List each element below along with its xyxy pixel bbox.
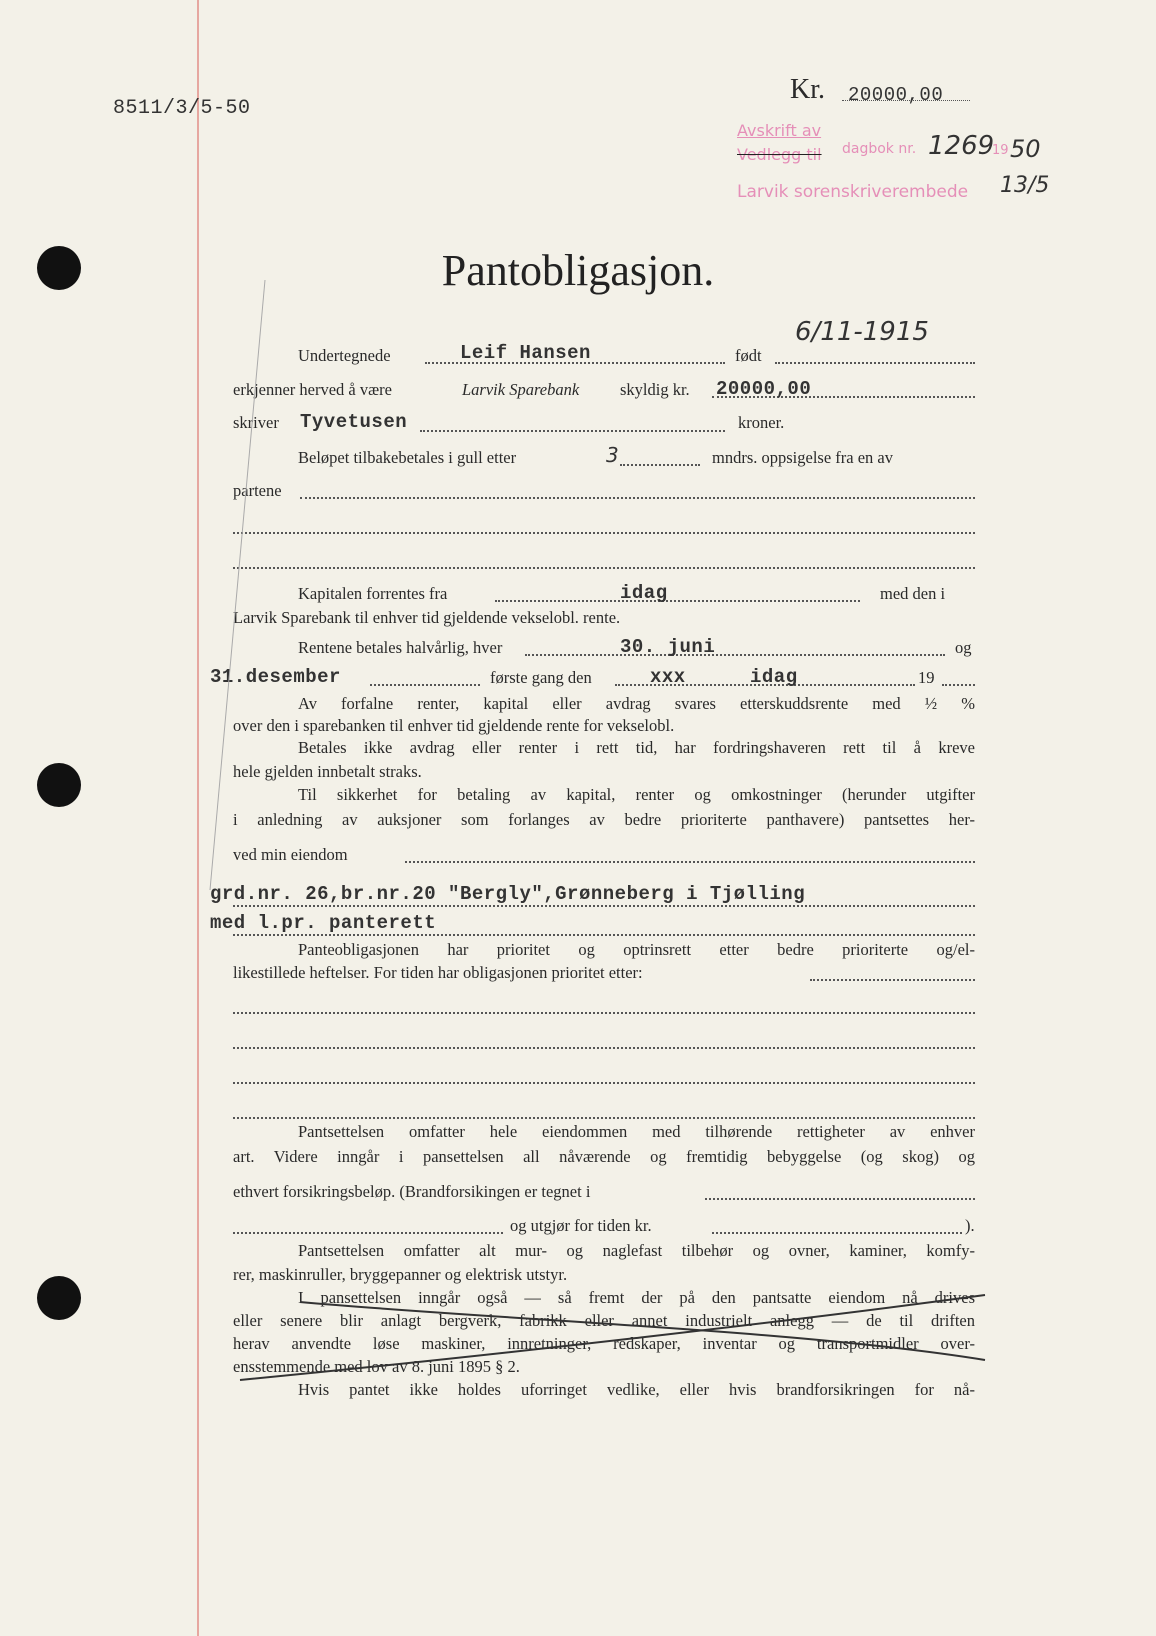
label-fodt: født — [735, 346, 762, 365]
stamp-office: Larvik sorenskriverembede — [737, 182, 969, 202]
line-larvik-rente: Larvik Sparebank til enhver tid gjeldende vekselobl. rente. — [233, 608, 621, 627]
line-over-den: over den i sparebanken til enhver tid gjeldende rente for vekselobl. — [233, 716, 675, 735]
label-partene: partene — [233, 481, 282, 500]
reference-number: 8511/3/5-50 — [113, 97, 251, 120]
line-pantsettelsen-4: og utgjør for tiden kr. — [510, 1216, 652, 1235]
line-industri-1: I pansettelsen inngår også — så fremt der på den pantsatte eiendom nå drives — [298, 1288, 975, 1307]
line-til-sikkerhet: Til sikkerhet for betaling av kapital, renter og omkostninger (herunder utgifter — [298, 785, 975, 804]
field-amount: 20000,00 — [716, 378, 812, 400]
line-av-forfalne: Av forfalne renter, kapital eller avdrag svares etterskuddsrente med ½ % — [298, 694, 975, 713]
field-birth-date: 6/11-1915 — [795, 317, 929, 347]
field-notice-months: 3 — [606, 443, 619, 467]
field-interest-date1: 30. juni — [620, 636, 716, 658]
stamp-avskrift: Avskrift av — [737, 121, 822, 140]
line-industri-3: herav anvendte løse maskiner, innretninger, redskaper, inventar og transportmidler over- — [233, 1334, 975, 1353]
field-interest-from: idag — [620, 582, 668, 604]
label-rentene: Rentene betales halvårlig, hver — [298, 638, 503, 657]
dagbok-number: 1269 — [928, 131, 995, 161]
line-hele-gjelden: hele gjelden innbetalt straks. — [233, 762, 422, 781]
line-pantsettelsen-1: Pantsettelsen omfatter hele eiendommen med tilhørende rettigheter av enhver — [298, 1122, 975, 1141]
stamp-dagbok-label: dagbok nr. — [842, 141, 917, 157]
line-likestillede: likestillede heftelser. For tiden har obligasjonen prioritet etter: — [233, 963, 643, 982]
line-mur-2: rer, maskinruller, bryggepanner og elektrisk utstyr. — [233, 1265, 568, 1284]
field-interest-date2: 31.desember — [210, 666, 341, 688]
amount-value: 20000,00 — [848, 84, 944, 106]
label-skriver: skriver — [233, 413, 279, 432]
line-mur-1: Pantsettelsen omfatter alt mur- og naglefast tilbehør og ovner, kaminer, komfy- — [298, 1241, 975, 1260]
label-kroner: kroner. — [738, 413, 785, 432]
field-first-time: xxx — [650, 666, 686, 688]
label-skyldig: skyldig kr. — [620, 380, 690, 399]
line-pantsettelsen-4-end: ). — [965, 1216, 975, 1235]
label-mndrs: mndrs. oppsigelse fra en av — [712, 448, 893, 467]
field-property: grd.nr. 26,br.nr.20 "Bergly",Grønneberg i Tjølling — [210, 883, 806, 905]
line-pantsettelsen-3: ethvert forsikringsbeløp. (Brandforsikingen er tegnet i — [233, 1182, 591, 1201]
line-betales-ikke: Betales ikke avdrag eller renter i rett tid, har fordringshaveren rett til å kreve — [298, 738, 975, 757]
label-og: og — [955, 638, 972, 657]
label-19: 19 — [918, 668, 935, 687]
line-i-anledning: i anledning av auksjoner som forlanges av bedre prioriterte panthavere) pantsettes her- — [233, 810, 975, 829]
field-priority: med l.pr. panterett — [210, 912, 437, 934]
label-forste-gang: første gang den — [490, 668, 592, 687]
line-hvis-pantet: Hvis pantet ikke holdes uforringet vedlike, eller hvis brandforsikringen for nå- — [298, 1380, 975, 1399]
field-creditor: Larvik Sparebank — [462, 380, 580, 399]
line-industri-2: eller senere blir anlagt bergverk, fabrikk eller annet industrielt anlegg — de til driften — [233, 1311, 975, 1330]
label-ved-min-eiendom: ved min eiendom — [233, 845, 348, 864]
line-panteobligasjonen: Panteobligasjonen har prioritet og optrinsrett etter bedre prioriterte og/el- — [298, 940, 975, 959]
stamp-year-prefix: 19 — [992, 143, 1009, 158]
field-amount-words: Tyvetusen — [300, 411, 408, 433]
stamp-date: 13/5 — [1000, 173, 1050, 198]
field-first-year: idag — [750, 666, 798, 688]
label-erkjenner: erkjenner herved å være — [233, 380, 392, 399]
label-med-den-i: med den i — [880, 584, 946, 603]
label-undertegnede: Undertegnede — [298, 346, 391, 365]
label-belopet: Beløpet tilbakebetales i gull etter — [298, 448, 517, 467]
dagbok-year: 50 — [1010, 135, 1041, 163]
label-kapitalen: Kapitalen forrentes fra — [298, 584, 448, 603]
amount-label: Kr. — [790, 74, 825, 105]
field-name: Leif Hansen — [460, 342, 591, 364]
stamp-vedlegg: Vedlegg til — [737, 145, 822, 164]
line-industri-4: ensstemmende med lov av 8. juni 1895 § 2. — [233, 1357, 520, 1376]
document-title: Pantobligasjon. — [441, 246, 715, 295]
line-pantsettelsen-2: art. Videre inngår i pansettelsen all nåværende og fremtidig bebyggelse (og skog) og — [233, 1147, 975, 1166]
